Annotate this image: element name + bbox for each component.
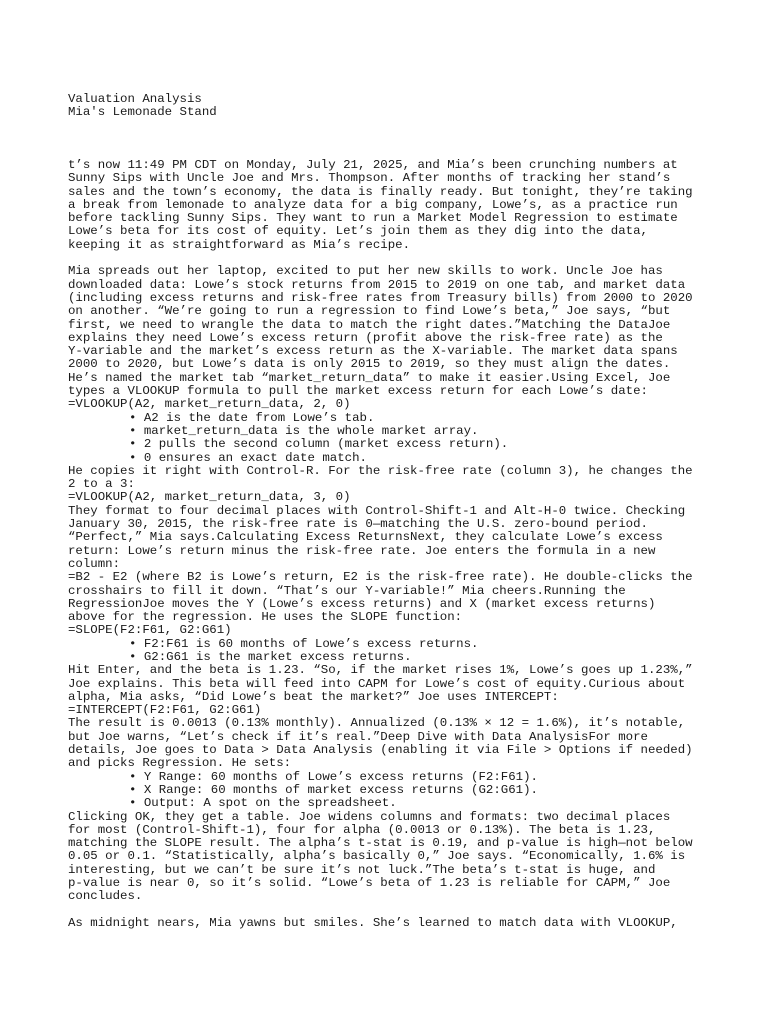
text-line: 2 to a 3: (68, 477, 135, 492)
text-line: above for the regression. He uses the SLOPE function: (68, 610, 463, 625)
text-line: types a VLOOKUP formula to pull the market excess return for each Lowe’s date: (68, 384, 648, 399)
text-line: first, we need to wrangle the data to match the right dates.”Matching the DataJoe (68, 317, 671, 332)
paragraph-gap (68, 904, 768, 917)
formula-line: =B2 - E2 (where B2 is Lowe’s return, E2 is the risk-free rate). He double-clicks the (68, 570, 693, 585)
text-line: Sunny Sips with Uncle Joe and Mrs. Thompson. After months of tracking her stand’s (68, 171, 671, 186)
text-line: 0.05 or 0.1. “Statistically, alpha’s basically 0,” Joe says. “Economically, 1.6% is (68, 849, 686, 864)
text-line: “Perfect,” Mia says.Calculating Excess ReturnsNext, they calculate Lowe’s excess (68, 530, 663, 545)
text-line: RegressionJoe moves the Y (Lowe’s excess returns) and X (market excess returns) (68, 596, 656, 611)
text-line: and picks Regression. He sets: (68, 756, 292, 771)
text-line: keeping it as straightforward as Mia’s recipe. (68, 237, 411, 252)
formula-line: =INTERCEPT(F2:F61, G2:G61) (68, 703, 262, 718)
document-body (68, 159, 768, 930)
text-line: for most (Control-Shift-1), four for alpha (0.0013 or 0.13%). The beta is 1.23, (68, 822, 656, 837)
text-line: return: Lowe’s return minus the risk-free rate. Joe enters the formula in a new (68, 543, 656, 558)
bullet-item: • Y Range: 60 months of Lowe’s excess returns (F2:F61). (129, 769, 538, 784)
bullet-item: • A2 is the date from Lowe’s tab. (129, 410, 375, 425)
text-line: interesting, but we can’t be sure it’s not luck.”The beta’s t-stat is huge, and (68, 862, 656, 877)
text-line: (including excess returns and risk-free rates from Treasury bills) from 2000 to 2020 (68, 290, 693, 305)
formula-line: =VLOOKUP(A2, market_return_data, 3, 0) (68, 490, 351, 505)
text-line: Mia spreads out her laptop, excited to put her new skills to work. Uncle Joe has (68, 264, 663, 279)
bullet-item: • 2 pulls the second column (market excess return). (129, 437, 509, 452)
document-header (68, 93, 217, 120)
paragraph-main (68, 265, 768, 903)
text-line: but Joe warns, “Let’s check if it’s real.”Deep Dive with Data AnalysisFor more (68, 729, 648, 744)
text-line: January 30, 2015, the risk-free rate is 0—matching the U.S. zero-bound period. (68, 517, 648, 532)
bullet-item: • G2:G61 is the market excess returns. (129, 649, 412, 664)
text-line: sales and the town’s economy, the data is finally ready. But tonight, they’re taking (68, 184, 693, 199)
text-line: Clicking OK, they get a table. Joe widens columns and formats: two decimal places (68, 809, 671, 824)
text-line: concludes. (68, 889, 143, 904)
text-line: Joe explains. This beta will feed into CAPM for Lowe’s cost of equity.Curious about (68, 676, 686, 691)
text-line: alpha, Mia asks, “Did Lowe’s beat the market?” Joe uses INTERCEPT: (68, 689, 559, 704)
text-line: a break from lemonade to analyze data for a big company, Lowe’s, as a practice run (68, 197, 678, 212)
document-subtitle: Mia's Lemonade Stand (68, 105, 217, 120)
text-line: The result is 0.0013 (0.13% monthly). Annualized (0.13% × 12 = 1.6%), it’s notable, (68, 716, 686, 731)
paragraph-gap (68, 252, 768, 265)
text-line: downloaded data: Lowe’s stock returns from 2015 to 2019 on one tab, and market data (68, 277, 686, 292)
text-line: before tackling Sunny Sips. They want to run a Market Model Regression to estimate (68, 211, 678, 226)
text-line: Y-variable and the market’s excess return as the X-variable. The market data spans (68, 344, 678, 359)
paragraph-intro (68, 159, 768, 252)
text-line: Lowe’s beta for its cost of equity. Let’s join them as they dig into the data, (68, 224, 648, 239)
formula-line: =SLOPE(F2:F61, G2:G61) (68, 623, 232, 638)
bullet-item: • Output: A spot on the spreadsheet. (129, 796, 397, 811)
bullet-item: • 0 ensures an exact date match. (129, 450, 367, 465)
text-line: They format to four decimal places with Control-Shift-1 and Alt-H-0 twice. Checking (68, 503, 686, 518)
text-line: on another. “We’re going to run a regression to find Lowe’s beta,” Joe says, “but (68, 304, 671, 319)
text-line: Hit Enter, and the beta is 1.23. “So, if the market rises 1%, Lowe’s goes up 1.23%,” (68, 663, 693, 678)
formula-line: =VLOOKUP(A2, market_return_data, 2, 0) (68, 397, 351, 412)
text-line: details, Joe goes to Data > Data Analysis (enabling it via File > Options if needed) (68, 743, 693, 758)
text-line: crosshairs to fill it down. “That’s our Y-variable!” Mia cheers.Running the (68, 583, 626, 598)
text-line: t’s now 11:49 PM CDT on Monday, July 21, 2025, and Mia’s been crunching numbers at (68, 158, 678, 172)
text-line: column: (68, 556, 121, 571)
text-line: p-value is near 0, so it’s solid. “Lowe’s beta of 1.23 is reliable for CAPM,” Joe (68, 876, 671, 891)
bullet-item: • market_return_data is the whole market array. (129, 423, 479, 438)
text-line: 2000 to 2020, but Lowe’s data is only 2015 to 2019, so they must align the dates. (68, 357, 671, 372)
text-line: As midnight nears, Mia yawns but smiles. She’s learned to match data with VLOOKUP, (68, 915, 678, 930)
paragraph-closing (68, 917, 768, 930)
bullet-item: • X Range: 60 months of market excess returns (G2:G61). (129, 782, 538, 797)
text-line: He copies it right with Control-R. For the risk-free rate (column 3), he changes the (68, 463, 693, 478)
text-line: matching the SLOPE result. The alpha’s t-stat is 0.19, and p-value is high—not below (68, 836, 693, 851)
text-line: explains they need Lowe’s excess return (profit above the risk-free rate) as the (68, 330, 663, 345)
bullet-item: • F2:F61 is 60 months of Lowe’s excess returns. (129, 636, 479, 651)
document-title: Valuation Analysis (68, 92, 202, 106)
text-line: He’s named the market tab “market_return_data” to make it easier.Using Excel, Joe (68, 370, 671, 385)
